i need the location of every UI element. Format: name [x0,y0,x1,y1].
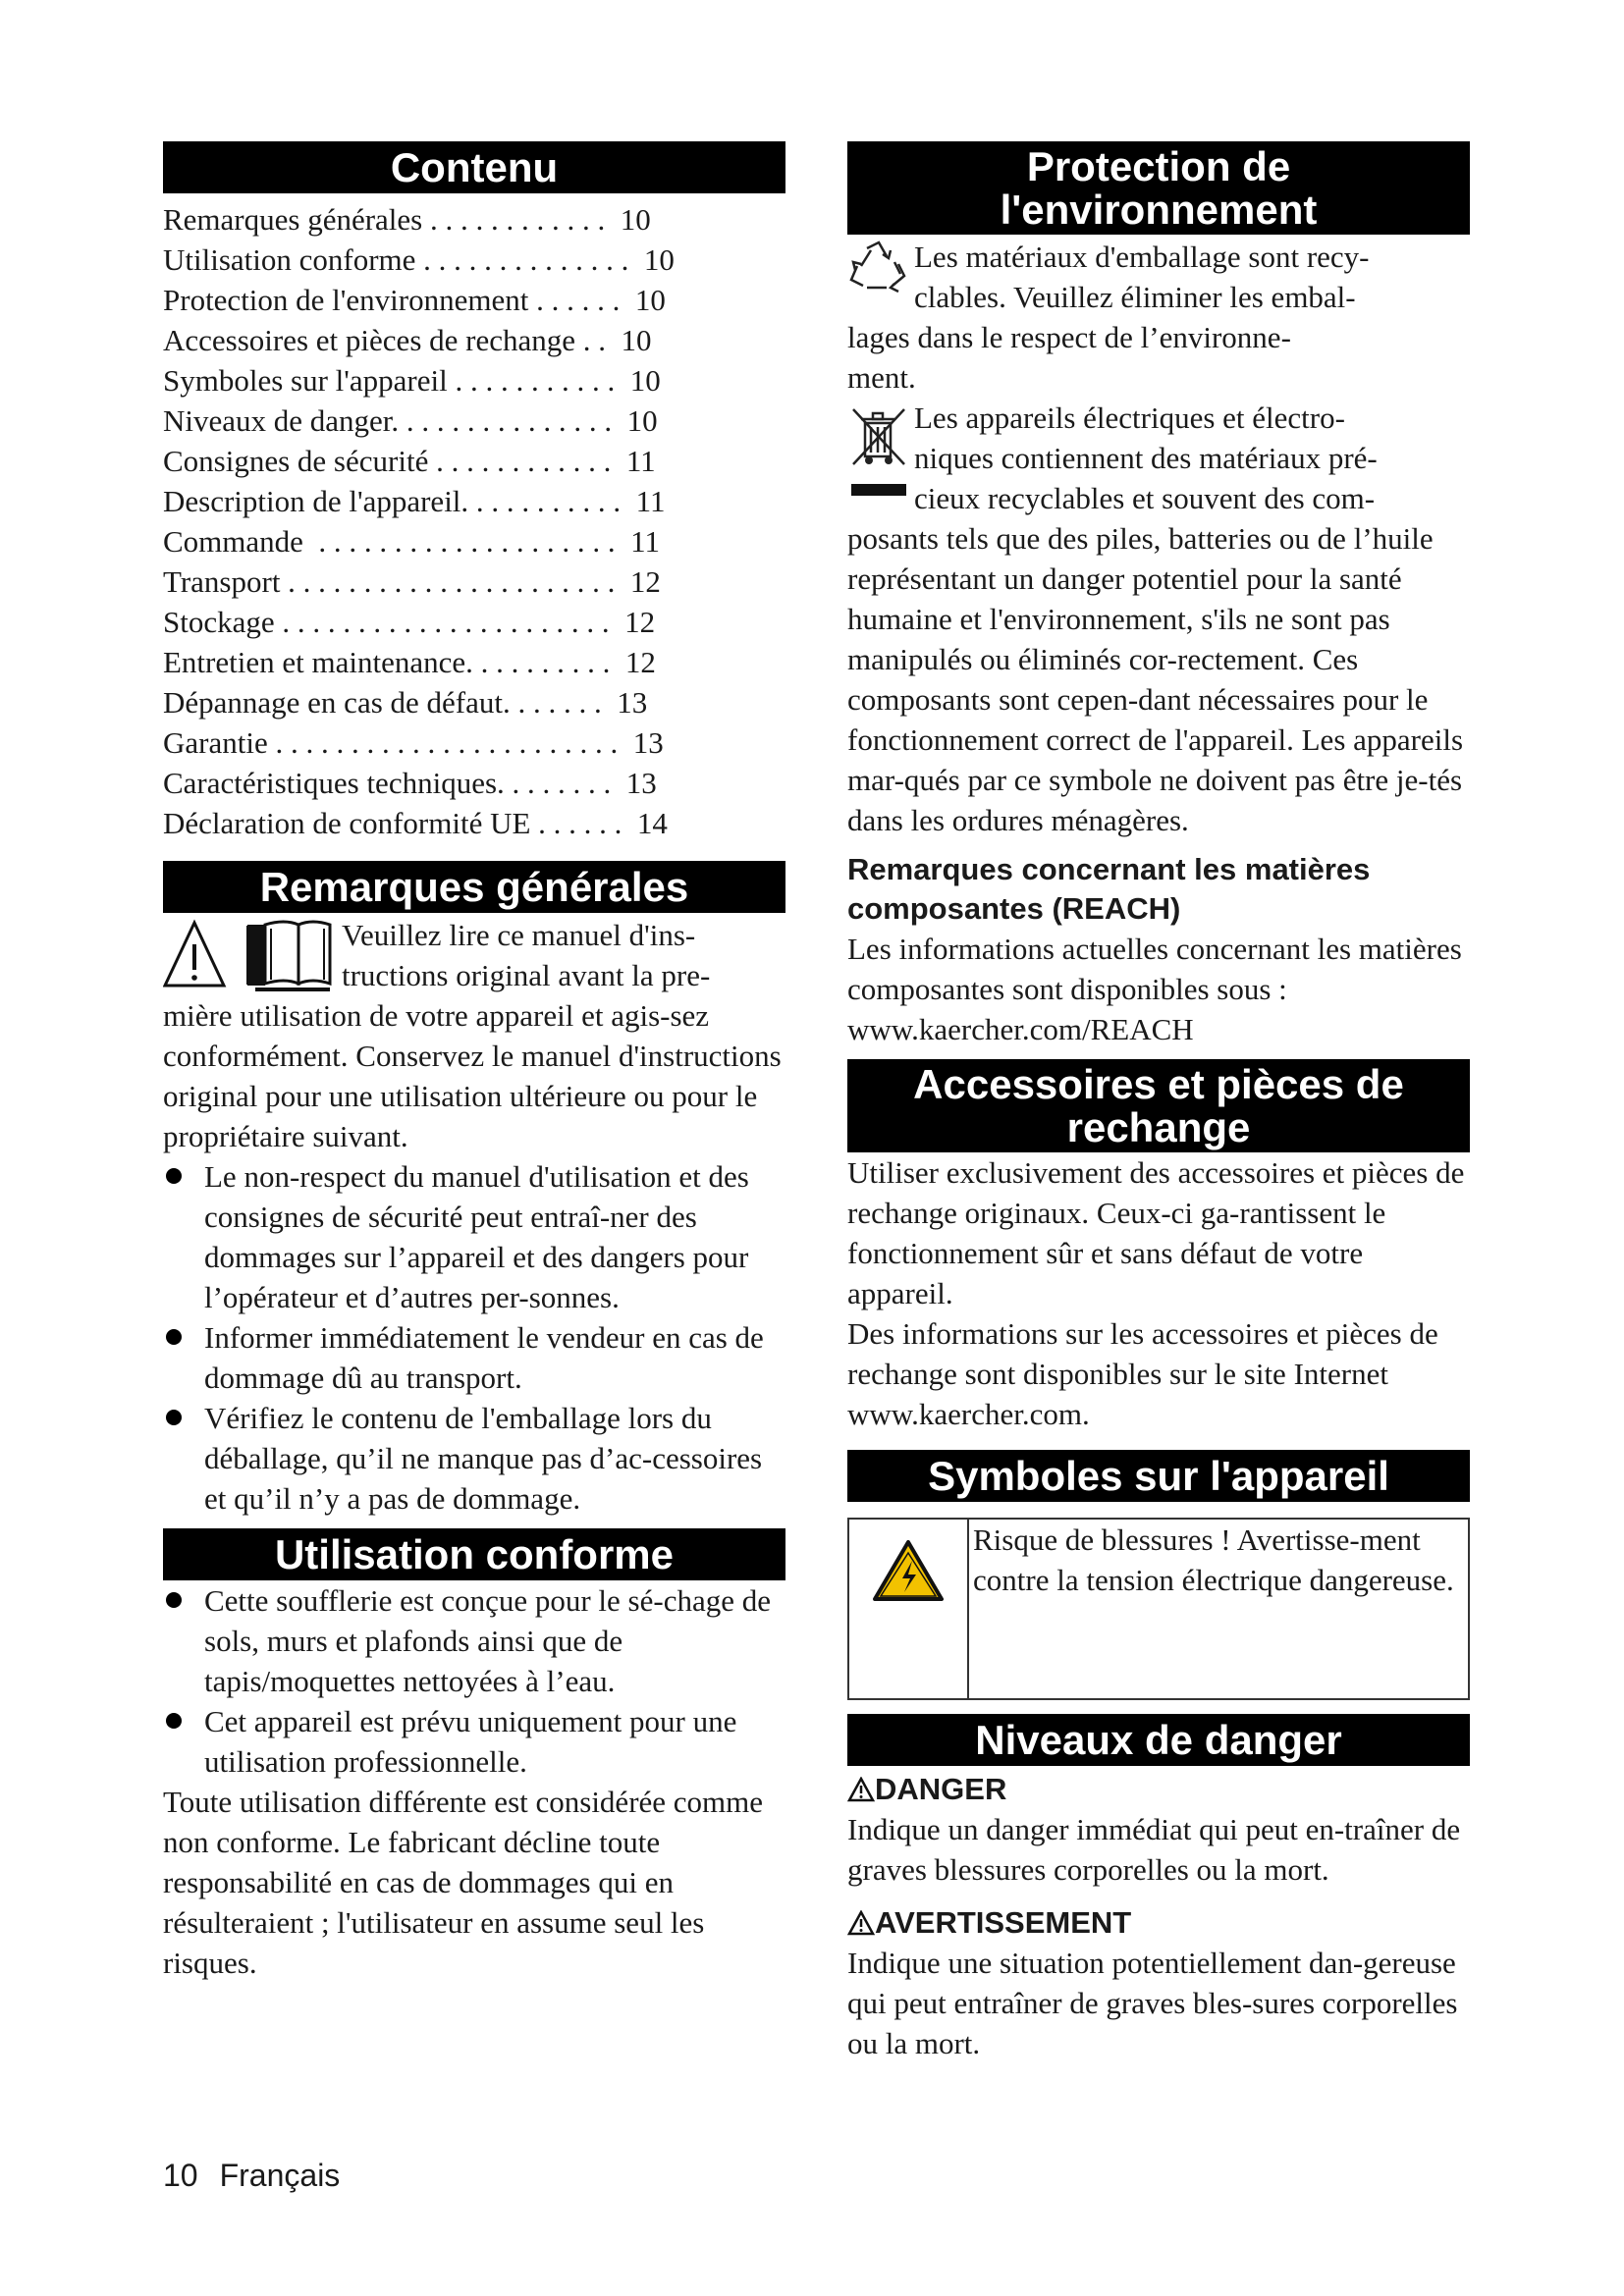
warning-triangle-icon [163,915,338,995]
toc-entry[interactable]: Dépannage en cas de défaut. . . . . . . 13 [163,685,648,720]
toc-entry[interactable]: Entretien et maintenance. . . . . . . . . . 12 [163,645,656,679]
accessories-text: Utiliser exclusivement des accessoires et pièces de rechange originaux. Ceux-ci ga-rantissent le fonctionnement sûr et sans défaut de votre appareil. [847,1155,1465,1310]
bullet-item [163,1317,785,1398]
bullet-dot [166,1592,182,1608]
danger-subheading [847,1768,1470,1809]
toc-entry[interactable]: Utilisation conforme . . . . . . . . . . . . . . 10 [163,242,675,277]
manual-book-icon [247,922,330,991]
danger-label: DANGER [875,1771,1007,1806]
warning-subheading [847,1901,1470,1943]
toc-entry[interactable]: Protection de l'environnement . . . . . . 10 [163,283,666,317]
toc-entry[interactable]: Description de l'appareil. . . . . . . . . . . 11 [163,484,666,518]
general-remarks-heading: Remarques générales [163,861,785,913]
symbols-heading: Symboles sur l'appareil [847,1450,1470,1502]
environment-heading-line: Protection de [1026,143,1291,189]
bullet-item [163,1580,785,1701]
warning-triangle-icon [847,1777,875,1802]
environment-heading-line: l'environnement [1000,187,1318,233]
bullet-text: Cette soufflerie est conçue pour le sé-chage de sols, murs et plafonds ainsi que de tapis/moquettes nettoyées à l’eau. [204,1583,771,1698]
environment-heading [847,141,1470,235]
reach-text: Les informations actuelles concernant les matières composantes sont disponibles sous : www.kaercher.com/REACH [847,932,1462,1046]
toc-entry[interactable]: Symboles sur l'appareil . . . . . . . . . . . 10 [163,363,661,398]
toc-entry[interactable]: Caractéristiques techniques. . . . . . . . 13 [163,766,657,800]
intro-text: mière utilisation de votre appareil et agis-sez conformément. Conservez le manuel d'instructions original pour une utilisation ultérieure ou pour le propriétaire suivant. [163,998,782,1153]
bullet-dot [166,1410,182,1425]
table-of-contents [163,199,785,843]
toc-entry[interactable]: Remarques générales . . . . . . . . . . . . 10 [163,202,651,237]
toc-entry[interactable]: Déclaration de conformité UE . . . . . . 14 [163,806,668,840]
read-manual-icons [163,915,338,995]
bullet-dot [166,1168,182,1184]
accessories-heading [847,1059,1470,1152]
accessories-text: Des informations sur les accessoires et pièces de rechange sont disponibles sur le site Internet www.kaercher.com. [847,1316,1438,1431]
toc-entry[interactable]: Stockage . . . . . . . . . . . . . . . . . . . . . . 12 [163,605,656,639]
weee-line: Les appareils électriques et électro- [914,400,1345,435]
accessories-heading-line: rechange [1066,1104,1251,1150]
electric-hazard-icon [873,1539,944,1602]
recycle-line: clables. Veuillez éliminer les embal- [914,280,1356,314]
symbols-table-text: Risque de blessures ! Avertisse-ment contre la tension électrique dangereuse. [973,1522,1454,1597]
accessories-heading-line: Accessoires et pièces de [913,1061,1404,1107]
bullet-text: Le non-respect du manuel d'utilisation et des consignes de sécurité peut entraî-ner des dommages sur l’appareil et des dangers pour l’opérateur et d’autres per-sonnes. [204,1159,749,1314]
page-number: 10 [163,2158,198,2193]
weee-line: cieux recyclables et souvent des com- [914,481,1376,515]
contents-heading: Contenu [163,141,785,193]
symbols-table-icon-cell [849,1520,969,1698]
toc-entry[interactable]: Garantie . . . . . . . . . . . . . . . . . . . . . . . 13 [163,725,664,760]
intro-line: Veuillez lire ce manuel d'ins- [342,918,696,952]
right-column [847,141,1470,2063]
toc-entry[interactable]: Consignes de sécurité . . . . . . . . . . . . 11 [163,444,656,478]
weee-text: posants tels que des piles, batteries ou de l’huile représentant un danger potentiel pour la santé humaine et l'environnement, s'ils ne sont pas manipulés ou éliminés cor-rectement. Ces composants sont cepen-dant nécessaires pour le fonctionnement correct de l'appareil. Les appareils mar-qués par ce symbole ne doivent pas être je-tés dans les ordures ménagères. [847,521,1464,837]
warning-label: AVERTISSEMENT [875,1904,1132,1940]
general-remarks-section [163,915,785,1519]
reach-subheading: Remarques concernant les matières composantes (REACH) [847,852,1371,926]
recycling-icon [847,240,910,295]
bullet-text: Informer immédiatement le vendeur en cas de dommage dû au transport. [204,1320,764,1395]
danger-levels-heading: Niveaux de danger [847,1714,1470,1766]
warning-triangle-icon [847,1910,875,1936]
recycle-line: ment. [847,360,916,395]
intended-use-heading: Utilisation conforme [163,1528,785,1580]
bullet-dot [166,1329,182,1345]
page-footer [163,2156,361,2195]
left-column [163,141,785,1983]
toc-entry[interactable]: Accessoires et pièces de rechange . . 10 [163,323,652,357]
warning-text: Indique une situation potentiellement dan-gereuse qui peut entraîner de graves bles-sures corporelles ou la mort. [847,1945,1458,2060]
toc-entry[interactable]: Niveaux de danger. . . . . . . . . . . . . . . 10 [163,403,658,438]
intro-line: tructions original avant la pre- [342,958,711,992]
toc-entry[interactable]: Transport . . . . . . . . . . . . . . . . . . . . . . 12 [163,564,661,599]
danger-text: Indique un danger immédiat qui peut en-traîner de graves blessures corporelles ou la mort. [847,1811,1461,1887]
bullet-item [163,1701,785,1782]
crossed-bin-icon [847,405,910,507]
recycle-line: Les matériaux d'emballage sont recy- [914,240,1370,274]
symbols-table [847,1518,1470,1700]
environment-section [847,237,1470,1049]
toc-entry[interactable]: Commande . . . . . . . . . . . . . . . . . . . . 11 [163,524,661,559]
language-label: Français [219,2158,341,2193]
intended-use-section [163,1580,785,1983]
recycle-line: lages dans le respect de l’environne- [847,320,1291,354]
bullet-dot [166,1713,182,1729]
bullet-text: Vérifiez le contenu de l'emballage lors du déballage, qu’il ne manque pas d’ac-cessoires et qu’il n’y a pas de dommage. [204,1401,763,1516]
bullet-text: Cet appareil est prévu uniquement pour une utilisation professionnelle. [204,1704,737,1779]
weee-line: niques contiennent des matériaux pré- [914,441,1378,475]
bullet-item [163,1156,785,1317]
bullet-item [163,1398,785,1519]
intended-use-text: Toute utilisation différente est considérée comme non conforme. Le fabricant décline toute responsabilité en cas de dommages qui en résulteraient ; l'utilisateur en assume seul les risques. [163,1785,764,1980]
